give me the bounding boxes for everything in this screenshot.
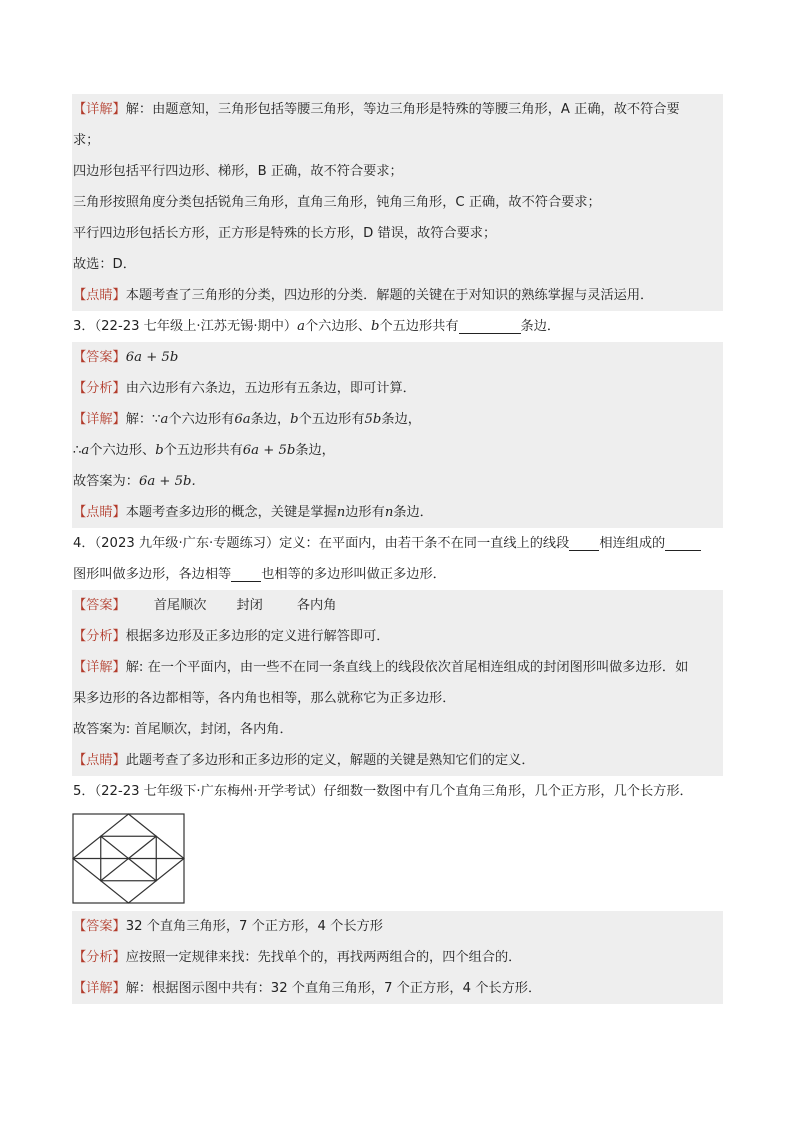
text: 四边形包括平行四边形、梯形，B 正确，故不符合要求；: [73, 164, 403, 179]
text: 解：由题意知，三角形包括等腰三角形，等边三角形是特殊的等腰三角形，A 正确，故不符合要: [125, 102, 680, 117]
tag-comment: 【点睛】: [73, 288, 126, 303]
analysis-line: 【分析】应按照一定规律来找：先找单个的，再找两两组合的，四个组合的．: [72, 942, 723, 973]
explanation-line: 故答案为：6a + 5b.: [72, 466, 723, 497]
text: 三角形按照角度分类包括锐角三角形，直角三角形，钝角三角形，C 正确，故不符合要求；: [73, 195, 601, 210]
answer-line: 【答案】6a + 5b: [72, 342, 723, 373]
explanation-line: 【详解】解：根据图示图中共有：32 个直角三角形，7 个正方形，4 个长方形．: [72, 973, 723, 1004]
answer-line: 【答案】 首尾顺次 封闭 各内角: [72, 590, 723, 621]
question-5: 5．（22-23 七年级下·广东梅州·开学考试）仔细数一数图中有几个直角三角形，几个正方形，几个长方形．: [72, 776, 723, 807]
question-4: 4．（2023 九年级·广东·专题练习）定义：在平面内，由若干条不在同一直线上的线段 相连组成的: [72, 528, 723, 559]
answer-blank: [665, 532, 701, 551]
explanation-line: 【详解】解：∵a个六边形有6a条边，b个五边形有5b条边，: [72, 404, 723, 435]
explanation-line: 果多边形的各边都相等，各内角也相等，那么就称它为正多边形．: [72, 683, 723, 714]
page-content: [72, 94, 723, 1004]
analysis-line: 【分析】根据多边形及正多边形的定义进行解答即可．: [72, 621, 723, 652]
explanation-line: [72, 249, 723, 280]
tag-detail: 【详解】: [73, 102, 126, 117]
answer-blank: [231, 563, 261, 582]
comment-line: 【点睛】此题考查了多边形和正多边形的定义，解题的关键是熟知它们的定义．: [72, 745, 723, 776]
explanation-line: ∴a个六边形、b个五边形共有6a + 5b条边，: [72, 435, 723, 466]
text: 本题考查了三角形的分类，四边形的分类．解题的关键在于对知识的熟练掌握与灵活运用．: [125, 288, 654, 303]
explanation-line: [72, 187, 723, 218]
answer-blank: [459, 315, 521, 334]
question-3: 3．（22-23 七年级上·江苏无锡·期中）a个六边形、b个五边形共有 条边．: [72, 311, 723, 342]
rectangle-diagram: [72, 813, 186, 905]
text: 求；: [73, 133, 100, 148]
comment-line: [72, 280, 723, 311]
explanation-line: [72, 94, 723, 125]
text: 故选：D．: [73, 257, 136, 272]
geometry-figure: [72, 807, 723, 911]
answer-blank: [569, 532, 599, 551]
explanation-line: [72, 125, 723, 156]
comment-line: 【点睛】本题考查多边形的概念，关键是掌握n边形有n条边．: [72, 497, 723, 528]
explanation-line: [72, 156, 723, 187]
answer-line: 【答案】32 个直角三角形，7 个正方形，4 个长方形: [72, 911, 723, 942]
text: 平行四边形包括长方形，正方形是特殊的长方形，D 错误，故符合要求；: [73, 226, 497, 241]
analysis-line: 【分析】由六边形有六条边，五边形有五条边，即可计算．: [72, 373, 723, 404]
explanation-line: 故答案为: 首尾顺次，封闭，各内角．: [72, 714, 723, 745]
question-4-cont: 图形叫做多边形，各边相等 也相等的多边形叫做正多边形．: [72, 559, 723, 590]
explanation-line: [72, 218, 723, 249]
explanation-line: 【详解】解: 在一个平面内，由一些不在同一条直线上的线段依次首尾相连组成的封闭图形叫做多边形．如: [72, 652, 723, 683]
